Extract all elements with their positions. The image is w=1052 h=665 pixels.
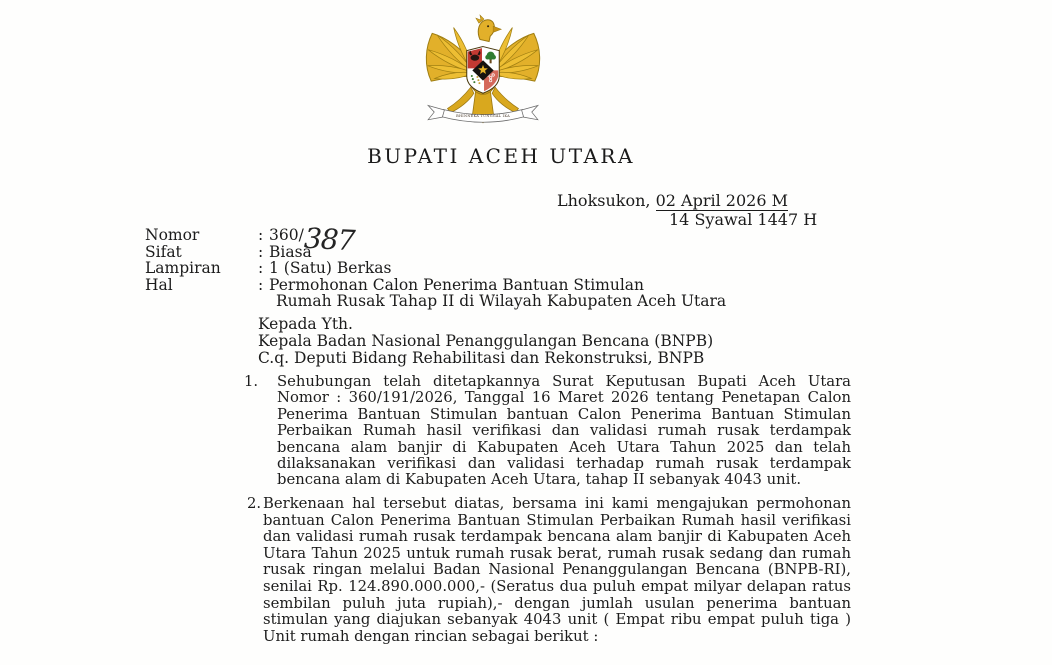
paragraph-text: Berkenaan hal tersebut diatas, bersama ini kami mengajukan permohonan bantuan Calon Penerima Bantuan Stimulan Perbaikan Rumah hasil verifikasi dan validasi rumah rusak terdampak bencana alam banjir di Kabupaten Aceh Utara Tahun 2025 untuk rumah rusak berat, rumah rusak sedang dan rumah rusak ringan melalui Badan Nasional Penanggulangan Bencana (BNPB-RI), senilai Rp. 124.890.000.000,- (Seratus dua puluh empat milyar delapan ratus sembilan puluh juta rupiah),- dengan jumlah usulan penerima bantuan stimulan yang diajukan sebanyak 4043 unit ( Empat ribu empat puluh tiga ) Unit rumah dengan rincian sebagai berikut :: [263, 495, 851, 645]
letter-meta: [145, 221, 727, 311]
garuda-head: [476, 15, 501, 41]
addressee-cq: C.q. Deputi Bidang Rehabilitasi dan Rekonstruksi, BNPB: [258, 349, 705, 367]
meta-colon: :: [258, 226, 264, 244]
paragraph-number: 2.: [247, 495, 262, 512]
meta-label-hal: Hal: [145, 275, 173, 294]
body-paragraph-1: [244, 374, 851, 489]
meta-label-nomor: Nomor: [145, 226, 200, 244]
letterhead-title: BUPATI ACEH UTARA: [367, 144, 635, 168]
nomor-handwritten: 387: [303, 221, 356, 258]
meta-value-hal-line2: Rumah Rusak Tahap II di Wilayah Kabupaten Aceh Utara: [276, 292, 727, 311]
dateline-gregorian-row: [557, 192, 817, 210]
pancasila-shield: [467, 47, 500, 94]
body-paragraph-2: [244, 496, 851, 645]
meta-value-hal-line1: Permohonan Calon Penerima Bantuan Stimulan: [269, 275, 645, 294]
addressee-recipient: Kepala Badan Nasional Penanggulangan Bencana (BNPB): [258, 332, 714, 350]
meta-row-sifat: [145, 244, 726, 261]
meta-row-hal: [145, 277, 726, 294]
dateline-date-hijri: 14 Syawal 1447 H: [669, 210, 818, 229]
meta-colon: :: [258, 242, 264, 261]
addressee-salutation: Kepada Yth.: [258, 315, 353, 333]
meta-label-sifat: Sifat: [145, 242, 182, 261]
meta-colon: :: [258, 275, 264, 294]
paragraph-text: Sehubungan telah ditetapkannya Surat Keputusan Bupati Aceh Utara Nomor : 360/191/2026, Tanggal 16 Maret 2026 tentang Penetapan Calon Penerima Bantuan Stimulan bantuan Calon Penerima Bantuan Stimulan Perbaikan Rumah hasil verifikasi dan validasi rumah rusak terdampak bencana alam banjir di Kabupaten Aceh Utara Tahun 2025 dan telah dilaksanakan verifikasi dan validasi terhadap rumah rusak terdampak bencana alam di Kabupaten Aceh Utara, tahap II sebanyak 4043 unit.: [277, 373, 851, 489]
paragraph-number: 1.: [244, 373, 259, 390]
banner-motto: BHINNEKA TUNGGAL IKA: [456, 114, 510, 119]
dateline: [557, 192, 817, 229]
dateline-place: Lhoksukon,: [557, 191, 651, 210]
meta-row-lampiran: [145, 260, 726, 277]
meta-colon: :: [258, 259, 264, 278]
garuda-pancasila-emblem: [419, 12, 547, 138]
addressee-block: [258, 316, 713, 367]
dateline-date-gregorian: 02 April 2026 M: [655, 191, 788, 210]
meta-value-lampiran: 1 (Satu) Berkas: [269, 259, 392, 278]
nomor-typed: 360/: [269, 226, 304, 244]
meta-value-sifat: Biasa: [269, 242, 312, 261]
meta-label-lampiran: Lampiran: [145, 259, 221, 278]
